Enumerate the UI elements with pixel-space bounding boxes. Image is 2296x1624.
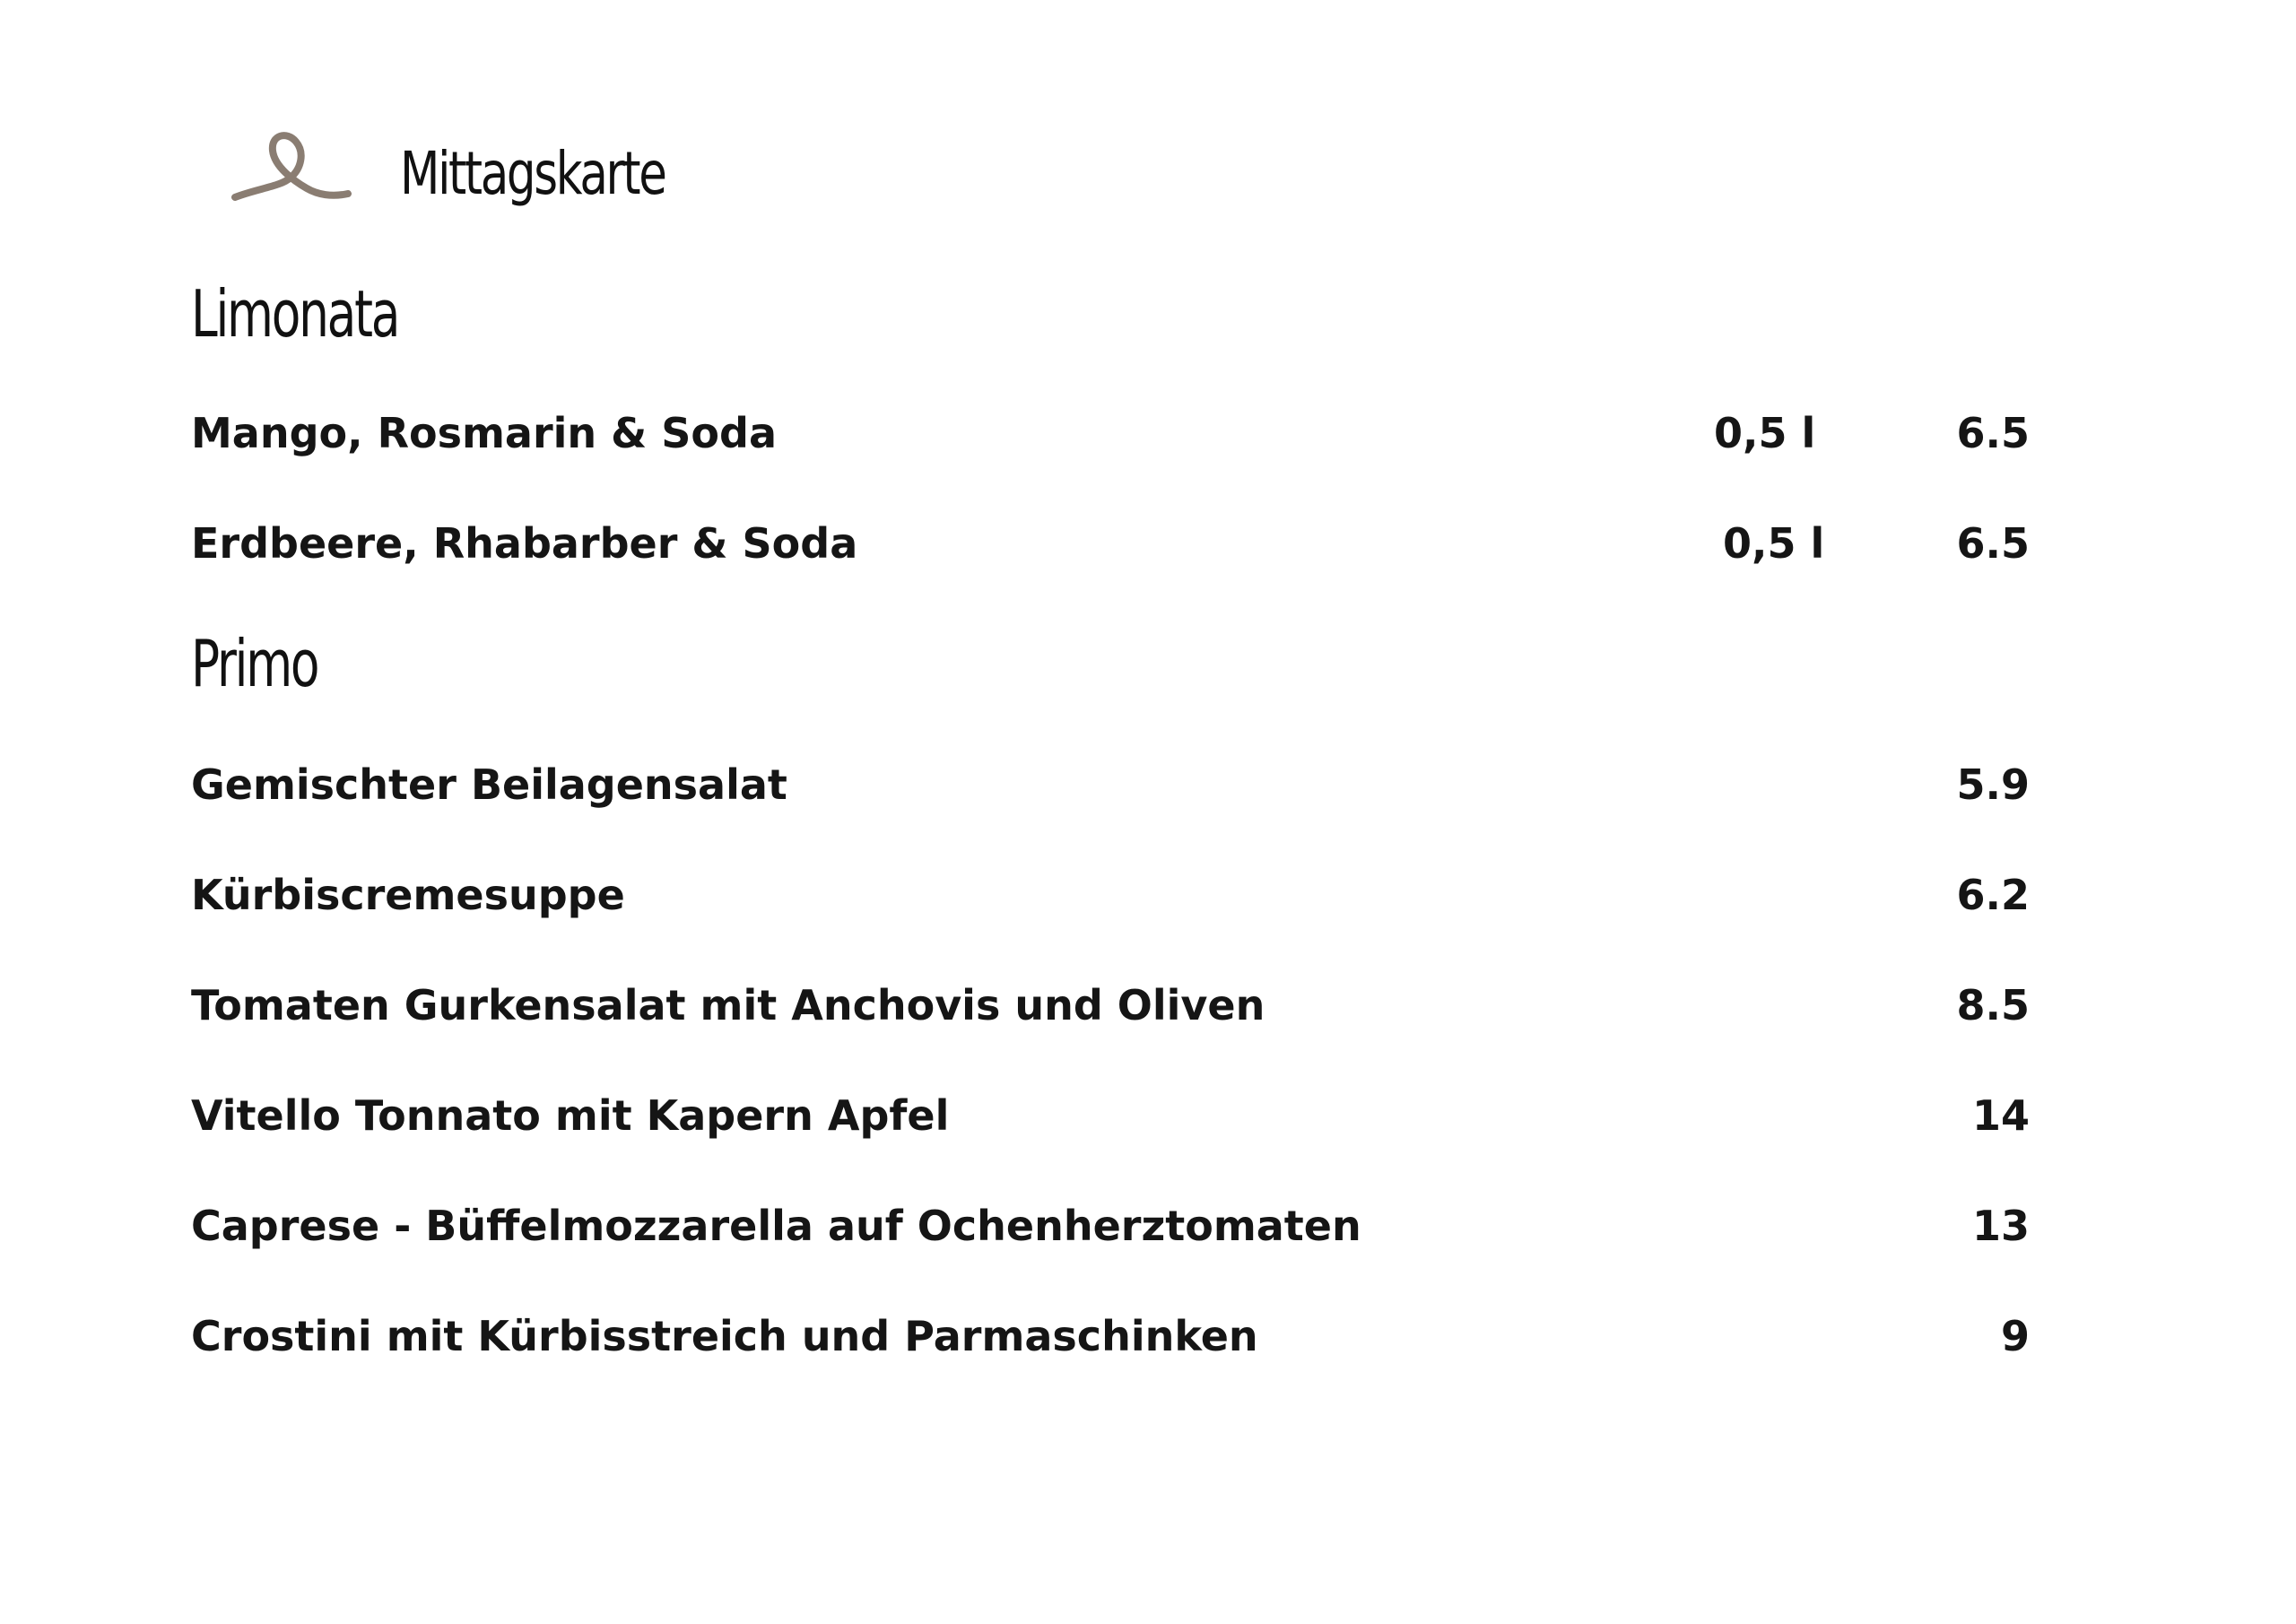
menu-item-name: Gemischter Beilagensalat	[191, 760, 787, 809]
menu-item-name: Kürbiscremesuppe	[191, 871, 625, 919]
menu-item	[191, 512, 2030, 575]
section-title-primo: Primo	[191, 626, 318, 701]
menu-item	[191, 864, 2030, 926]
ribbon-loop-logo-icon	[231, 126, 353, 206]
menu-item-price: 6.5	[1956, 409, 2030, 457]
menu-item-price: 5.9	[1956, 760, 2030, 809]
menu-item-name: Mango, Rosmarin & Soda	[191, 409, 778, 457]
menu-item	[191, 1084, 2030, 1147]
menu-item-name: Tomaten Gurkensalat mit Anchovis und Oliven	[191, 981, 1265, 1029]
menu-item-name: Crostini mit Kürbisstreich und Parmaschinken	[191, 1312, 1258, 1360]
menu-item-name: Caprese - Büffelmozzarella auf Ochenherztomaten	[191, 1202, 1361, 1250]
menu-item-size: 0,5 l	[1714, 409, 1816, 457]
menu-item	[191, 974, 2030, 1037]
menu-item-name: Vitello Tonnato mit Kapern Apfel	[191, 1091, 950, 1140]
menu-item-name: Erdbeere, Rhabarber & Soda	[191, 519, 858, 568]
menu-item-price: 14	[1971, 1091, 2030, 1140]
menu-item	[191, 402, 2030, 465]
menu-item-price: 6.2	[1956, 871, 2030, 919]
menu-item	[191, 1194, 2030, 1257]
menu-item-price: 9	[2000, 1312, 2030, 1360]
menu-item	[191, 1305, 2030, 1368]
menu-item-price: 13	[1971, 1202, 2030, 1250]
menu-item-size: 0,5 l	[1723, 519, 1825, 568]
menu-item	[191, 753, 2030, 816]
page-title: Mittagskarte	[400, 139, 665, 208]
section-title-limonata: Limonata	[191, 276, 399, 352]
menu-item-price: 8.5	[1956, 981, 2030, 1029]
menu-item-price: 6.5	[1956, 519, 2030, 568]
page-header	[231, 126, 1039, 224]
